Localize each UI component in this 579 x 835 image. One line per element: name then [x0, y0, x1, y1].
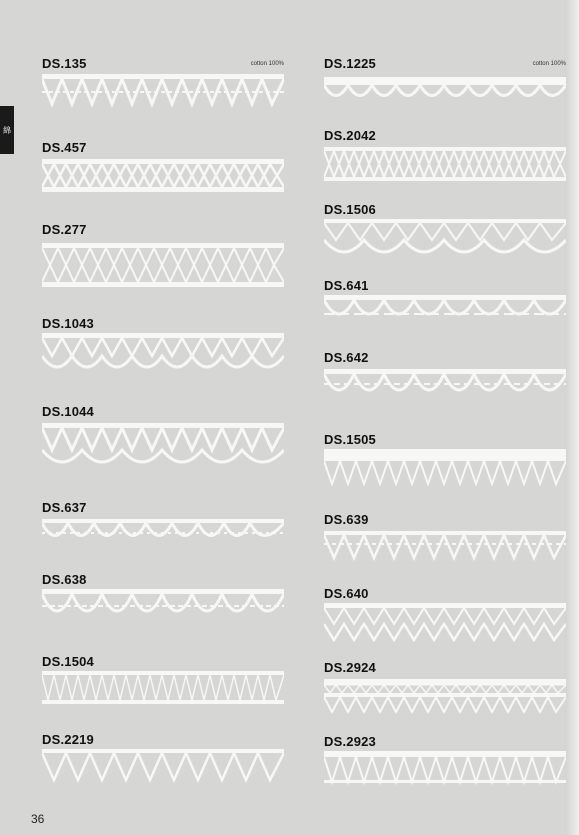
- lace-swatch: [42, 422, 284, 474]
- product-code: DS.642: [324, 350, 369, 365]
- product-code: DS.2219: [42, 732, 94, 747]
- lace-swatch: [324, 530, 566, 564]
- product-code: DS.1506: [324, 202, 376, 217]
- product-code: DS.639: [324, 512, 369, 527]
- page-number: 36: [31, 812, 45, 826]
- product-code: DS.1225: [324, 56, 376, 71]
- lace-swatch: [324, 294, 566, 330]
- lace-swatch: [324, 602, 566, 644]
- lace-swatch: [324, 218, 566, 260]
- page-edge: [565, 0, 579, 835]
- lace-swatch: [324, 678, 566, 716]
- material-note: cotton 100%: [250, 61, 284, 67]
- product-code: DS.1504: [42, 654, 94, 669]
- lace-swatch: [42, 72, 284, 112]
- lace-swatch: [42, 518, 284, 552]
- lace-swatch: [324, 750, 566, 790]
- product-code: DS.1044: [42, 404, 94, 419]
- section-tab: [0, 106, 14, 154]
- product-code: DS.1505: [324, 432, 376, 447]
- lace-swatch: [324, 76, 566, 108]
- lace-swatch: [324, 146, 566, 182]
- lace-swatch: [324, 448, 566, 490]
- product-code: DS.277: [42, 222, 87, 237]
- lace-swatch: [42, 748, 284, 784]
- product-code: DS.135: [42, 56, 87, 71]
- product-code: DS.640: [324, 586, 369, 601]
- product-code: DS.2924: [324, 660, 376, 675]
- lace-swatch: [42, 670, 284, 710]
- product-code: DS.638: [42, 572, 87, 587]
- product-code: DS.1043: [42, 316, 94, 331]
- lace-swatch: [42, 158, 284, 194]
- lace-swatch: [42, 332, 284, 378]
- material-note: cotton 100%: [532, 61, 566, 67]
- product-code: DS.2923: [324, 734, 376, 749]
- product-code: DS.457: [42, 140, 87, 155]
- product-code: DS.637: [42, 500, 87, 515]
- product-code: DS.2042: [324, 128, 376, 143]
- lace-swatch: [42, 588, 284, 630]
- tab-label: 綿: [3, 125, 11, 135]
- lace-swatch: [324, 368, 566, 408]
- product-code: DS.641: [324, 278, 369, 293]
- lace-swatch: [42, 242, 284, 288]
